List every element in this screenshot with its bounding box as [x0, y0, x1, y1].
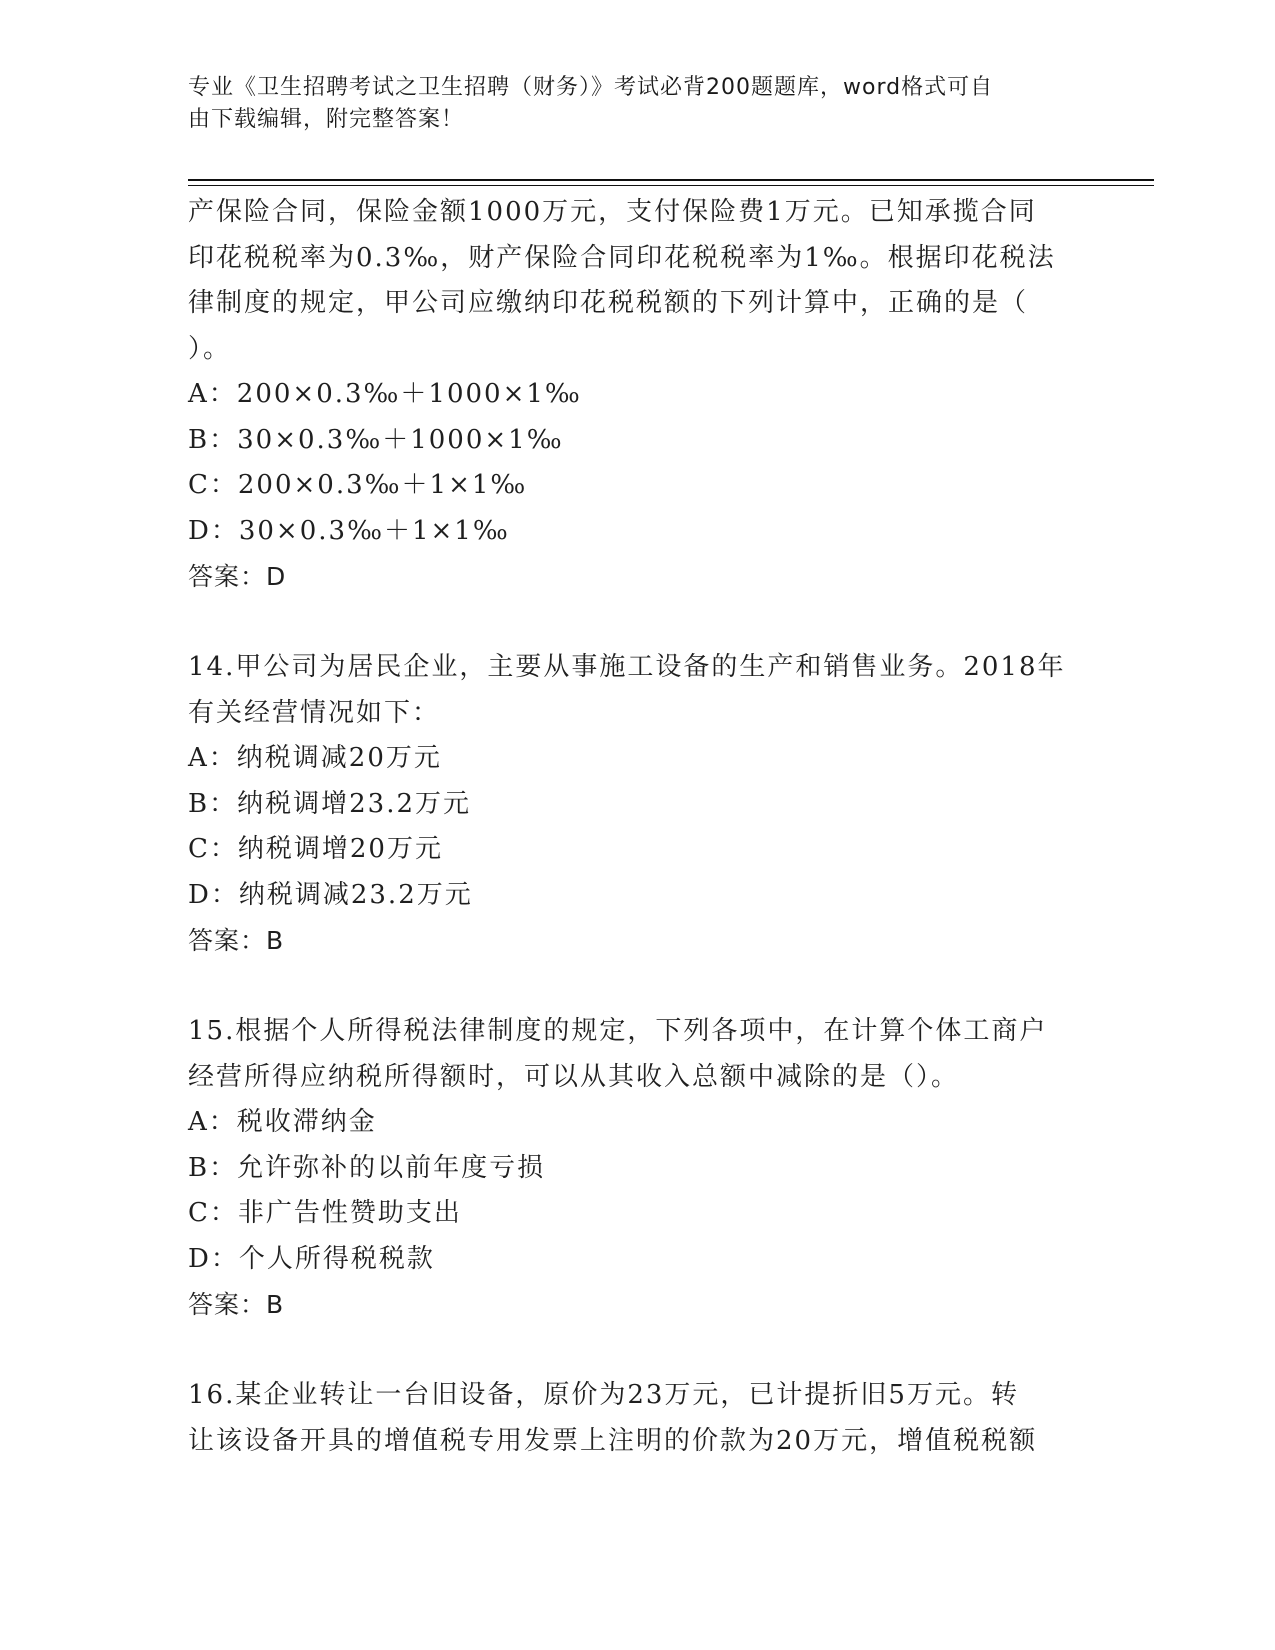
option-d: D：30×0.3‰＋1×1‰ [188, 515, 510, 546]
question-14 [188, 645, 1088, 964]
option-c: C：非广告性赞助支出 [188, 1198, 462, 1228]
option-d: D：纳税调减23.2万元 [188, 879, 473, 910]
header-title-line-2: 由下载编辑，附完整答案！ [188, 107, 465, 132]
header-title-line-1: 专业《卫生招聘考试之卫生招聘（财务）》考试必背200题题库，word格式可自 [188, 75, 994, 100]
document-header [188, 72, 1088, 136]
question-text-line: 14.甲公司为居民企业，主要从事施工设备的生产和销售业务。2018年 [188, 652, 1066, 682]
question-text-line: 印花税税率为0.3‰，财产保险合同印花税税率为1‰。根据印花税法 [188, 242, 1056, 273]
option-c: C：200×0.3‰＋1×1‰ [188, 470, 528, 500]
question-16 [188, 1373, 1088, 1464]
answer-line: 答案：D [188, 562, 287, 591]
option-c: C：纳税调增20万元 [188, 834, 443, 864]
question-spacer [188, 1328, 1088, 1374]
option-b: B：30×0.3‰＋1000×1‰ [188, 424, 564, 455]
question-13-continuation [188, 190, 1088, 600]
answer-line: 答案：B [188, 926, 285, 955]
question-text-line: 15.根据个人所得税法律制度的规定，下列各项中，在计算个体工商户 [188, 1016, 1048, 1046]
question-text-line: 有关经营情况如下： [188, 697, 441, 728]
answer-line: 答案：B [188, 1290, 285, 1319]
question-text-line: 律制度的规定，甲公司应缴纳印花税税额的下列计算中，正确的是（ [188, 288, 1029, 318]
header-rule-thick [188, 179, 1154, 181]
question-spacer [188, 964, 1088, 1010]
option-a: A：纳税调减20万元 [188, 743, 442, 773]
option-b: B：纳税调增23.2万元 [188, 788, 471, 819]
question-text-line: ）。 [188, 333, 232, 364]
question-text-line: 让该设备开具的增值税专用发票上注明的价款为20万元，增值税税额 [188, 1425, 1038, 1456]
question-text-line: 经营所得应纳税所得额时，可以从其收入总额中减除的是（）。 [188, 1061, 960, 1092]
question-spacer [188, 600, 1088, 646]
question-15 [188, 1009, 1088, 1328]
option-a: A：200×0.3‰＋1000×1‰ [188, 379, 582, 409]
option-b: B：允许弥补的以前年度亏损 [188, 1152, 546, 1183]
question-text-line: 产保险合同，保险金额1000万元，支付保险费1万元。已知承揽合同 [188, 197, 1037, 227]
option-d: D：个人所得税税款 [188, 1243, 435, 1274]
question-text-line: 16.某企业转让一台旧设备，原价为23万元，已计提折旧5万元。转 [188, 1380, 1019, 1410]
document-body [188, 190, 1088, 1464]
option-a: A：税收滞纳金 [188, 1107, 377, 1137]
header-rule-thin [188, 185, 1154, 186]
